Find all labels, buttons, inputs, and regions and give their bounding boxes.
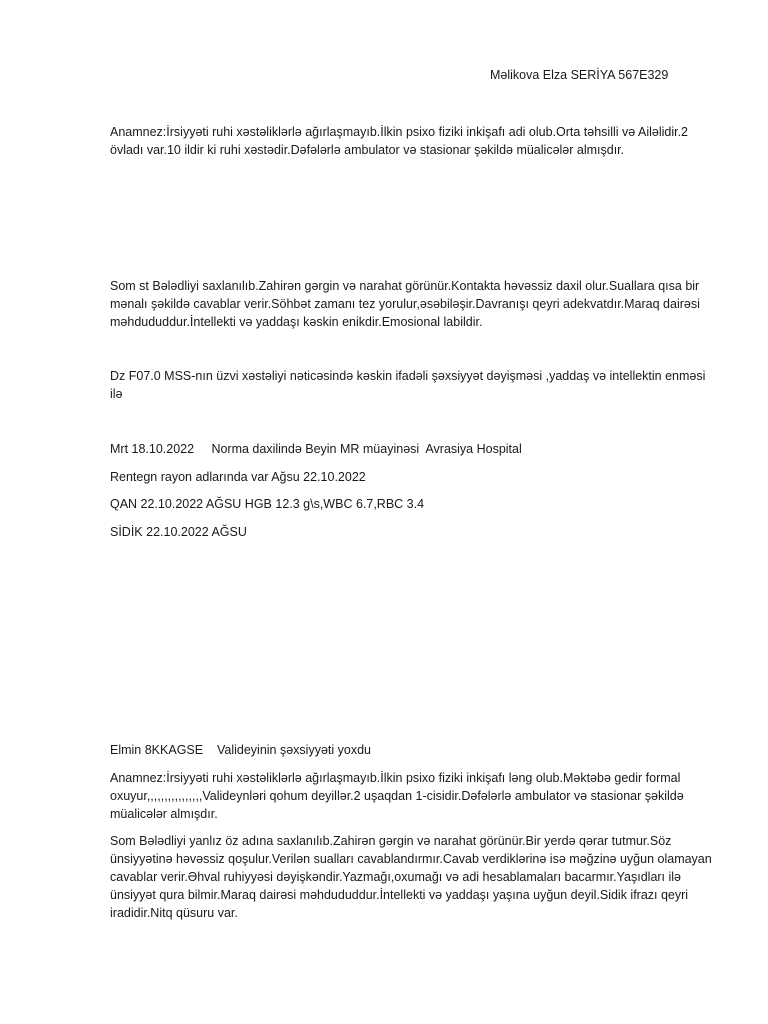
patient1-sidik: SİDİK 22.10.2022 AĞSU	[110, 525, 247, 539]
patient1-rentgen: Rentegn rayon adlarında var Ağsu 22.10.2022	[110, 470, 366, 484]
patient-name-series: Məlikova Elza SERİYA 567E329	[490, 68, 669, 82]
patient2-status: Som Bələdliyi yanlız öz adına saxlanılıb.Zahirən gərgin və narahat görünür.Bir yerdə qərar tutmur.Söz ünsiyyətinə həvəssiz qoşulur.Verilən sualları cavablandırmır.Cavab verdiklərinə isə məğzinə uyğun olamayan cavablar verir.Əhval ruhiyyəsi dəyişkəndir.Yazmağı,oxumağı və adi hesablamaları bacarmır.Yaşıdları ilə ünsiyyət qura bilmir.Maraq dairəsi məhdududdur.İntellekti və yaddaşı yaşına uyğun deyil.Sidik ifrazı qeyri iradidir.Nitq qüsuru var.	[110, 834, 712, 920]
patient1-anamnez: Anamnez:İrsiyyəti ruhi xəstəliklərlə ağırlaşmayıb.İlkin psixo fiziki inkişafı adi olub.Orta təhsilli və Ailəlidir.2 övladı var.10 ildir ki ruhi xəstədir.Dəfələrlə ambulator və stasionar şəkildə müalicələr almışdır.	[110, 125, 689, 157]
patient1-diagnosis: Dz F07.0 MSS-nın üzvi xəstəliyi nəticəsində kəskin ifadəli şəxsiyyət dəyişməsi ,yaddaş və intellektin enməsi ilə	[110, 369, 706, 401]
patient1-qan: QAN 22.10.2022 AĞSU HGB 12.3 g\s,WBC 6.7,RBC 3.4	[110, 497, 425, 511]
patient2-anamnez: Anamnez:İrsiyyəti ruhi xəstəliklərlə ağırlaşmayıb.İlkin psixo fiziki inkişafı ləng olub.Məktəbə gedir formal oxuyur,,,,,,,,,,,,,,,,Valideynləri qohum deyillər.2 uşaqdan 1-cisidir.Dəfələrlə ambulator və stasionar şəkildə müalicələr almışdır.	[110, 771, 684, 821]
patient1-mrt: Mrt 18.10.2022 Norma daxilində Beyin MR müayinəsi Avrasiya Hospital	[110, 442, 522, 456]
patient2-name-line: Elmin 8KKAGSE Valideyinin şəxsiyyəti yoxdu	[110, 743, 371, 757]
patient1-status: Som st Bələdliyi saxlanılıb.Zahirən gərgin və narahat görünür.Kontakta həvəssiz daxil olur.Suallara qısa bir mənalı şəkildə cavablar verir.Söhbət zamanı tez yorulur,əsəbiləşir.Davranışı qeyri adekvatdır.Maraq dairəsi məhdududdur.İntellekti və yaddaşı kəskin enikdir.Emosional labildir.	[110, 279, 700, 329]
